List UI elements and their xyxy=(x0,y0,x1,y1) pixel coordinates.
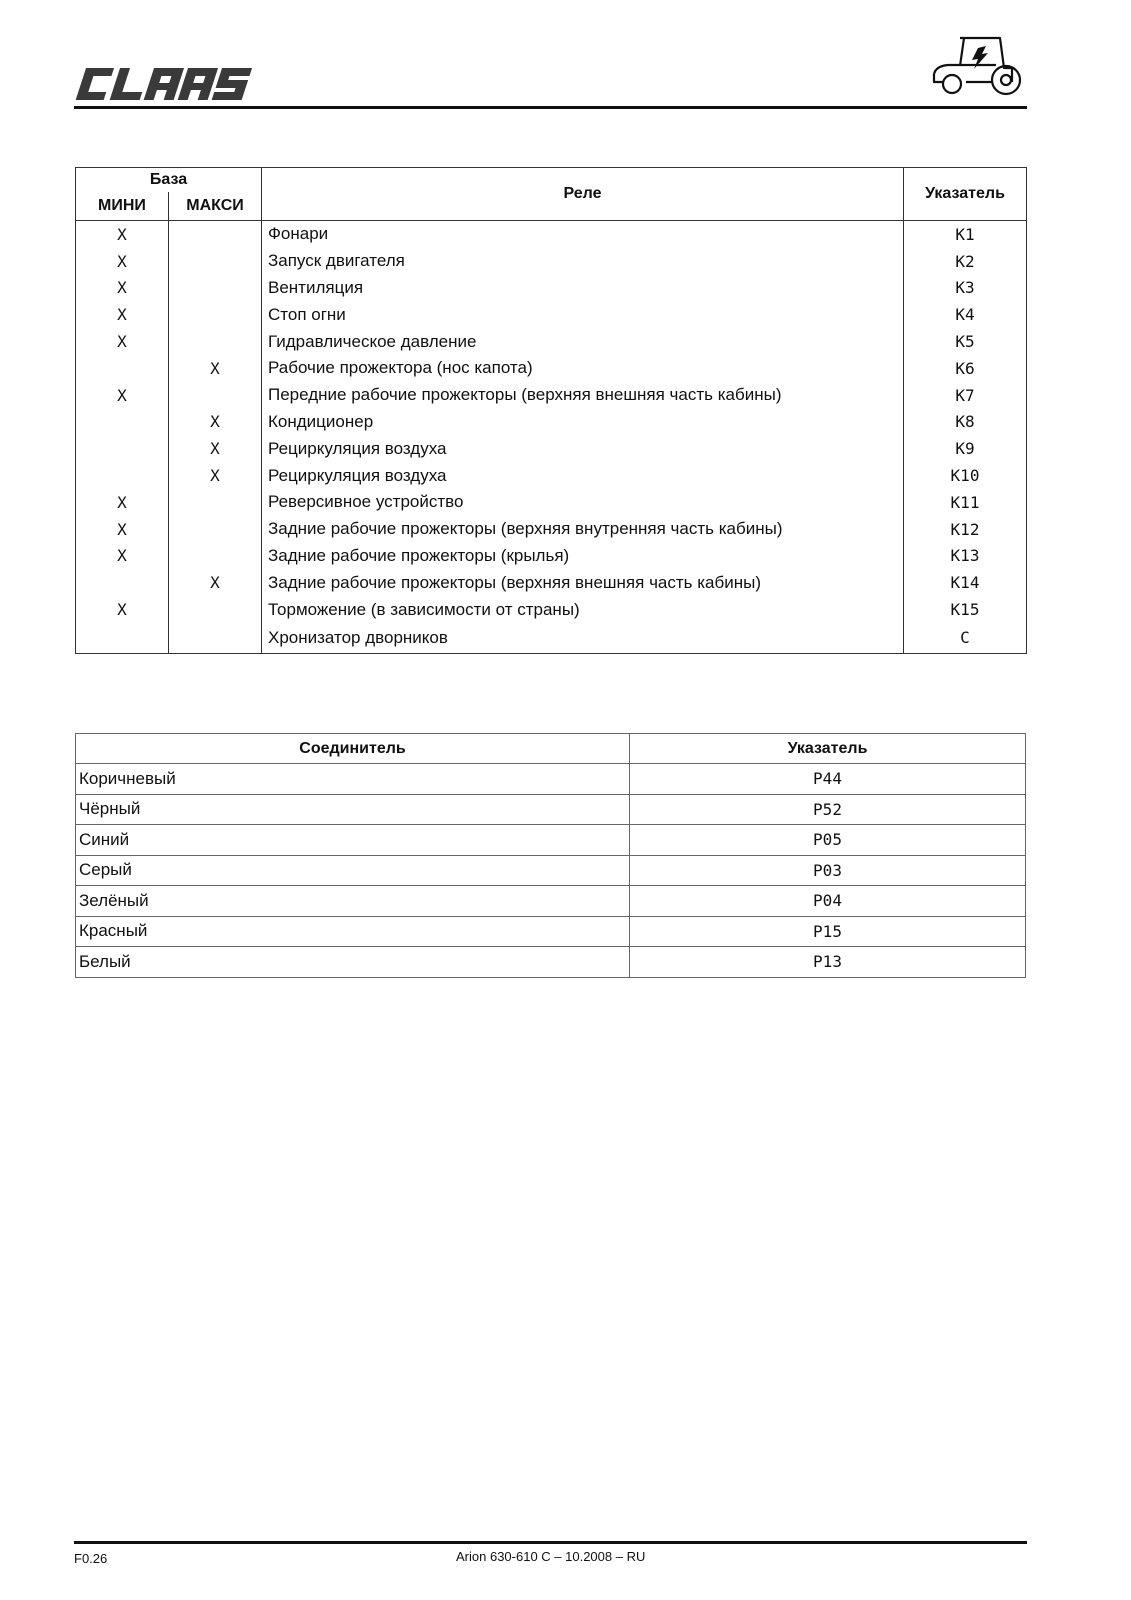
table-row xyxy=(76,543,1027,570)
table-row xyxy=(76,328,1027,355)
table-row xyxy=(76,596,1027,623)
relay-ref: K9 xyxy=(955,439,975,459)
table-row xyxy=(76,301,1027,328)
table-row xyxy=(76,947,1026,978)
mini-cell: X xyxy=(76,382,169,409)
connector-color: Белый xyxy=(76,947,630,978)
brand-text: CLAAS xyxy=(74,62,78,63)
page-number: F0.26 xyxy=(74,1551,108,1566)
relay-name: Торможение (в зависимости от страны) xyxy=(262,596,904,623)
table-row xyxy=(76,794,1026,825)
relay-ref: K12 xyxy=(950,519,980,539)
relay-ref: K6 xyxy=(955,358,975,378)
table-row xyxy=(76,462,1027,489)
relay-name: Рециркуляция воздуха xyxy=(262,435,904,462)
connector-color: Коричневый xyxy=(76,764,630,795)
table-row xyxy=(76,764,1026,795)
connector-color: Синий xyxy=(76,825,630,856)
relay-header: Реле xyxy=(262,168,904,221)
maxi-cell: X xyxy=(169,409,262,436)
maxi-cell xyxy=(169,382,262,409)
connector-ref-header: Указатель xyxy=(630,734,1026,764)
relay-name: Фонари xyxy=(262,221,904,248)
maxi-cell xyxy=(169,543,262,570)
mini-cell: X xyxy=(76,248,169,275)
relay-ref: K14 xyxy=(950,573,980,593)
relay-name: Задние рабочие прожекторы (крылья) xyxy=(262,543,904,570)
maxi-cell xyxy=(169,489,262,516)
mini-cell xyxy=(76,435,169,462)
connector-ref: P04 xyxy=(630,886,1026,917)
connector-ref: P03 xyxy=(630,855,1026,886)
mini-cell: X xyxy=(76,301,169,328)
table-row xyxy=(76,569,1027,596)
relay-ref: K11 xyxy=(950,492,980,512)
mini-cell: X xyxy=(76,543,169,570)
maxi-cell xyxy=(169,596,262,623)
table-row xyxy=(76,275,1027,302)
table-row xyxy=(76,916,1026,947)
footer-rule xyxy=(74,1541,1027,1544)
connector-header: Соединитель xyxy=(76,734,630,764)
relay-name: Кондиционер xyxy=(262,409,904,436)
relay-name: Реверсивное устройство xyxy=(262,489,904,516)
connector-ref: P15 xyxy=(630,916,1026,947)
relay-name: Задние рабочие прожекторы (верхняя внутренняя часть кабины) xyxy=(262,516,904,543)
maxi-header: МАКСИ xyxy=(169,192,262,221)
relay-name: Гидравлическое давление xyxy=(262,328,904,355)
table-row xyxy=(76,409,1027,436)
connector-ref: P44 xyxy=(630,764,1026,795)
connector-color: Зелёный xyxy=(76,886,630,917)
table-row xyxy=(76,382,1027,409)
table-row xyxy=(76,435,1027,462)
relay-name: Вентиляция xyxy=(262,275,904,302)
mini-cell xyxy=(76,355,169,382)
mini-cell: X xyxy=(76,221,169,248)
connector-ref: P05 xyxy=(630,825,1026,856)
connector-ref: P13 xyxy=(630,947,1026,978)
connector-table xyxy=(75,733,1026,978)
tractor-electrical-icon xyxy=(926,28,1026,100)
table-row xyxy=(76,355,1027,382)
relay-name: Хронизатор дворников xyxy=(262,623,904,654)
relay-name: Задние рабочие прожекторы (верхняя внешняя часть кабины) xyxy=(262,569,904,596)
maxi-cell: X xyxy=(169,569,262,596)
mini-cell xyxy=(76,462,169,489)
connector-ref: P52 xyxy=(630,794,1026,825)
maxi-cell xyxy=(169,301,262,328)
table-row xyxy=(76,248,1027,275)
connector-color: Чёрный xyxy=(76,794,630,825)
maxi-cell xyxy=(169,623,262,654)
maxi-cell xyxy=(169,328,262,355)
relay-name: Запуск двигателя xyxy=(262,248,904,275)
maxi-cell: X xyxy=(169,355,262,382)
claas-logo xyxy=(74,62,254,106)
relay-ref: K8 xyxy=(955,412,975,432)
table-row xyxy=(76,855,1026,886)
maxi-cell: X xyxy=(169,435,262,462)
table-row xyxy=(76,825,1026,856)
relay-ref: K1 xyxy=(955,224,975,244)
mini-cell xyxy=(76,409,169,436)
document-id: Arion 630-610 C – 10.2008 – RU xyxy=(456,1549,646,1564)
relay-table xyxy=(75,167,1027,654)
maxi-cell: X xyxy=(169,462,262,489)
table-row xyxy=(76,623,1027,654)
relay-ref: K10 xyxy=(950,466,980,486)
ref-header: Указатель xyxy=(904,168,1027,221)
relay-ref: K4 xyxy=(955,305,975,325)
maxi-cell xyxy=(169,275,262,302)
mini-cell: X xyxy=(76,596,169,623)
mini-cell: X xyxy=(76,275,169,302)
relay-ref: K5 xyxy=(955,332,975,352)
relay-ref: K15 xyxy=(950,600,980,620)
mini-cell xyxy=(76,569,169,596)
mini-cell: X xyxy=(76,328,169,355)
relay-name: Рабочие прожектора (нос капота) xyxy=(262,355,904,382)
connector-color: Красный xyxy=(76,916,630,947)
mini-cell xyxy=(76,623,169,654)
maxi-cell xyxy=(169,516,262,543)
connector-color: Серый xyxy=(76,855,630,886)
relay-name: Передние рабочие прожекторы (верхняя внешняя часть кабины) xyxy=(262,382,904,409)
maxi-cell xyxy=(169,248,262,275)
table-row xyxy=(76,489,1027,516)
relay-ref: K3 xyxy=(955,278,975,298)
table-row xyxy=(76,516,1027,543)
base-header: База xyxy=(76,168,262,193)
relay-ref: C xyxy=(960,628,970,648)
mini-header: МИНИ xyxy=(76,192,169,221)
header-rule xyxy=(74,106,1027,109)
relay-name: Рециркуляция воздуха xyxy=(262,462,904,489)
relay-name: Стоп огни xyxy=(262,301,904,328)
table-row xyxy=(76,886,1026,917)
relay-ref: K13 xyxy=(950,546,980,566)
mini-cell: X xyxy=(76,516,169,543)
maxi-cell xyxy=(169,221,262,248)
relay-ref: K7 xyxy=(955,385,975,405)
table-row xyxy=(76,221,1027,248)
mini-cell: X xyxy=(76,489,169,516)
relay-ref: K2 xyxy=(955,251,975,271)
